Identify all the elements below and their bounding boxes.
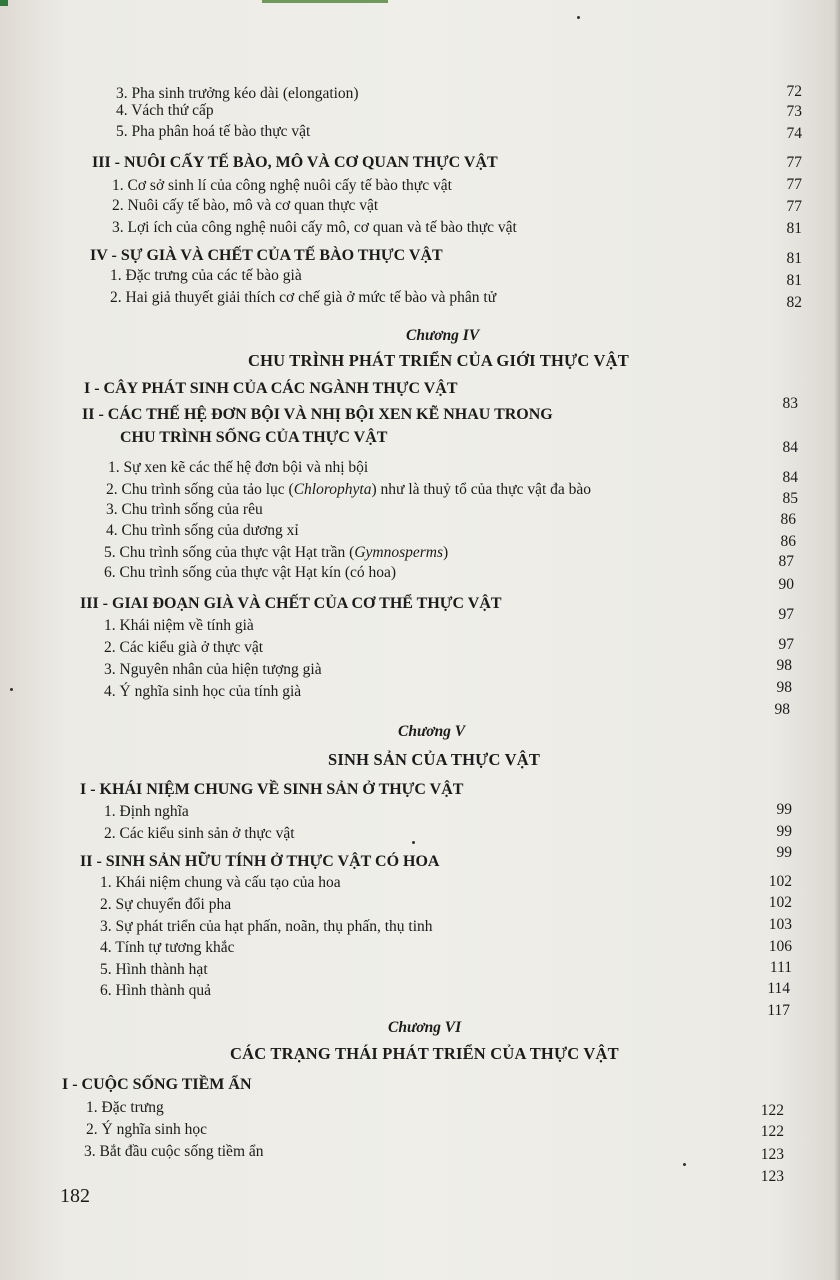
toc-page-number: 122	[760, 1102, 784, 1119]
toc-entry: 3. Bắt đầu cuộc sống tiềm ẩn	[84, 1143, 264, 1160]
toc-section: I - KHÁI NIỆM CHUNG VỀ SINH SẢN Ở THỰC VẬT	[80, 781, 464, 798]
print-speck	[683, 1163, 686, 1166]
toc-section: II - CÁC THẾ HỆ ĐƠN BỘI VÀ NHỊ BỘI XEN KẼ NHAU TRONG	[82, 406, 553, 423]
toc-entry: 2. Hai giả thuyết giải thích cơ chế già ở mức tế bào và phân tử	[110, 289, 497, 306]
toc-page-number: 111	[769, 959, 792, 976]
toc-entry: 3. Sự phát triển của hạt phấn, noãn, thụ phấn, thụ tinh	[100, 918, 433, 935]
toc-page-number: 74	[786, 125, 802, 142]
toc-page-number: 85	[782, 490, 798, 507]
toc-page-number: 86	[780, 533, 796, 550]
toc-page-number: 72	[786, 83, 802, 100]
toc-page-number: 99	[776, 844, 792, 861]
toc-page-number: 122	[760, 1123, 784, 1140]
page-number: 182	[60, 1185, 90, 1207]
toc-entry: 5. Pha phân hoá tế bào thực vật	[116, 123, 311, 140]
toc-entry: 1. Sự xen kẽ các thế hệ đơn bội và nhị bội	[108, 459, 369, 476]
toc-page-number: 99	[776, 823, 792, 840]
toc-section: III - GIAI ĐOẠN GIÀ VÀ CHẾT CỦA CƠ THỂ THỰC VẬT	[80, 595, 502, 612]
toc-page-number: 114	[767, 980, 790, 997]
print-speck	[10, 688, 13, 691]
toc-page-number: 77	[786, 154, 802, 171]
toc-section: II - SINH SẢN HỮU TÍNH Ở THỰC VẬT CÓ HOA	[80, 853, 440, 870]
toc-section: I - CÂY PHÁT SINH CỦA CÁC NGÀNH THỰC VẬT	[84, 380, 458, 397]
toc-page-number: 81	[786, 220, 802, 237]
toc-page-number: 117	[767, 1002, 790, 1019]
toc-section: III - NUÔI CẤY TẾ BÀO, MÔ VÀ CƠ QUAN THỰC VẬT	[92, 154, 498, 171]
toc-page-number: 103	[768, 916, 792, 933]
toc-entry: 2. Các kiểu sinh sản ở thực vật	[104, 825, 295, 842]
toc-entry: 1. Khái niệm chung và cấu tạo của hoa	[100, 874, 341, 891]
toc-entry: 2. Sự chuyển đổi pha	[100, 896, 232, 913]
toc-section: I - CUỘC SỐNG TIỀM ẨN	[62, 1076, 252, 1093]
toc-entry: 4. Vách thứ cấp	[116, 102, 214, 119]
toc-page-number: 84	[782, 469, 798, 486]
print-speck	[412, 841, 415, 844]
print-speck	[577, 16, 580, 19]
chapter-title: CÁC TRẠNG THÁI PHÁT TRIỂN CỦA THỰC VẬT	[230, 1044, 619, 1063]
toc-page-number: 81	[786, 272, 802, 289]
chapter-label: Chương V	[398, 723, 466, 740]
toc-section: IV - SỰ GIÀ VÀ CHẾT CỦA TẾ BÀO THỰC VẬT	[90, 247, 443, 264]
toc-entry: 1. Khái niệm về tính già	[104, 617, 254, 634]
toc-entry: 1. Định nghĩa	[104, 803, 189, 820]
toc-page-number: 73	[786, 103, 802, 120]
page-shadow	[834, 0, 840, 1280]
toc-page-number: 123	[760, 1146, 784, 1163]
toc-entry: 3. Pha sinh trưởng kéo dài (elongation)	[116, 85, 359, 102]
chapter-label: Chương VI	[388, 1019, 462, 1036]
toc-page-number: 98	[776, 657, 792, 674]
cover-edge-mark	[0, 0, 8, 6]
toc-page-number: 77	[786, 198, 802, 215]
toc-entry: 5. Chu trình sống của thực vật Hạt trần (Gymnosperms)	[104, 544, 449, 561]
chapter-title: SINH SẢN CỦA THỰC VẬT	[328, 750, 541, 769]
toc-entry: 3. Chu trình sống của rêu	[106, 501, 263, 518]
cover-edge-mark	[262, 0, 388, 3]
toc-entry: 1. Đặc trưng	[86, 1099, 164, 1116]
toc-entry: 4. Tính tự tương khắc	[100, 939, 235, 956]
toc-entry: 4. Ý nghĩa sinh học của tính già	[104, 683, 302, 700]
toc-entry: 2. Nuôi cấy tế bào, mô và cơ quan thực vật	[112, 197, 379, 214]
toc-page-number: 106	[768, 938, 792, 955]
toc-section-continued: CHU TRÌNH SỐNG CỦA THỰC VẬT	[120, 429, 388, 446]
toc-entry: 6. Hình thành quả	[100, 982, 212, 999]
toc-page-number: 81	[786, 250, 802, 267]
toc-entry: 2. Chu trình sống của tảo lục (Chlorophyta) như là thuỷ tổ của thực vật đa bào	[106, 481, 592, 498]
toc-entry: 1. Cơ sở sinh lí của công nghệ nuôi cấy tế bào thực vật	[112, 177, 452, 194]
toc-entry: 3. Lợi ích của công nghệ nuôi cấy mô, cơ quan và tế bào thực vật	[112, 219, 517, 236]
toc-entry: 4. Chu trình sống của dương xỉ	[106, 522, 299, 539]
toc-entry: 2. Ý nghĩa sinh học	[86, 1121, 207, 1138]
toc-entry: 3. Nguyên nhân của hiện tượng già	[104, 661, 322, 678]
toc-page-number: 97	[778, 636, 794, 653]
toc-page-number: 82	[786, 294, 802, 311]
toc-page-number: 84	[782, 439, 798, 456]
toc-page-number: 99	[776, 801, 792, 818]
toc-page-number: 98	[774, 701, 790, 718]
toc-page-number: 123	[760, 1168, 784, 1185]
toc-page-number: 87	[778, 553, 794, 570]
toc-page-number: 83	[782, 395, 798, 412]
toc-page-number: 102	[768, 894, 792, 911]
toc-page-number: 97	[778, 606, 794, 623]
toc-page-number: 102	[768, 873, 792, 890]
toc-entry: 5. Hình thành hạt	[100, 961, 208, 978]
toc-page-number: 90	[778, 576, 794, 593]
toc-page-number: 98	[776, 679, 792, 696]
toc-entry: 1. Đặc trưng của các tế bào già	[110, 267, 302, 284]
toc-entry: 6. Chu trình sống của thực vật Hạt kín (có hoa)	[104, 564, 397, 581]
chapter-title: CHU TRÌNH PHÁT TRIỂN CỦA GIỚI THỰC VẬT	[248, 351, 629, 370]
toc-entry: 2. Các kiểu già ở thực vật	[104, 639, 264, 656]
toc-page-number: 77	[786, 176, 802, 193]
chapter-label: Chương IV	[406, 327, 480, 344]
toc-page-number: 86	[780, 511, 796, 528]
